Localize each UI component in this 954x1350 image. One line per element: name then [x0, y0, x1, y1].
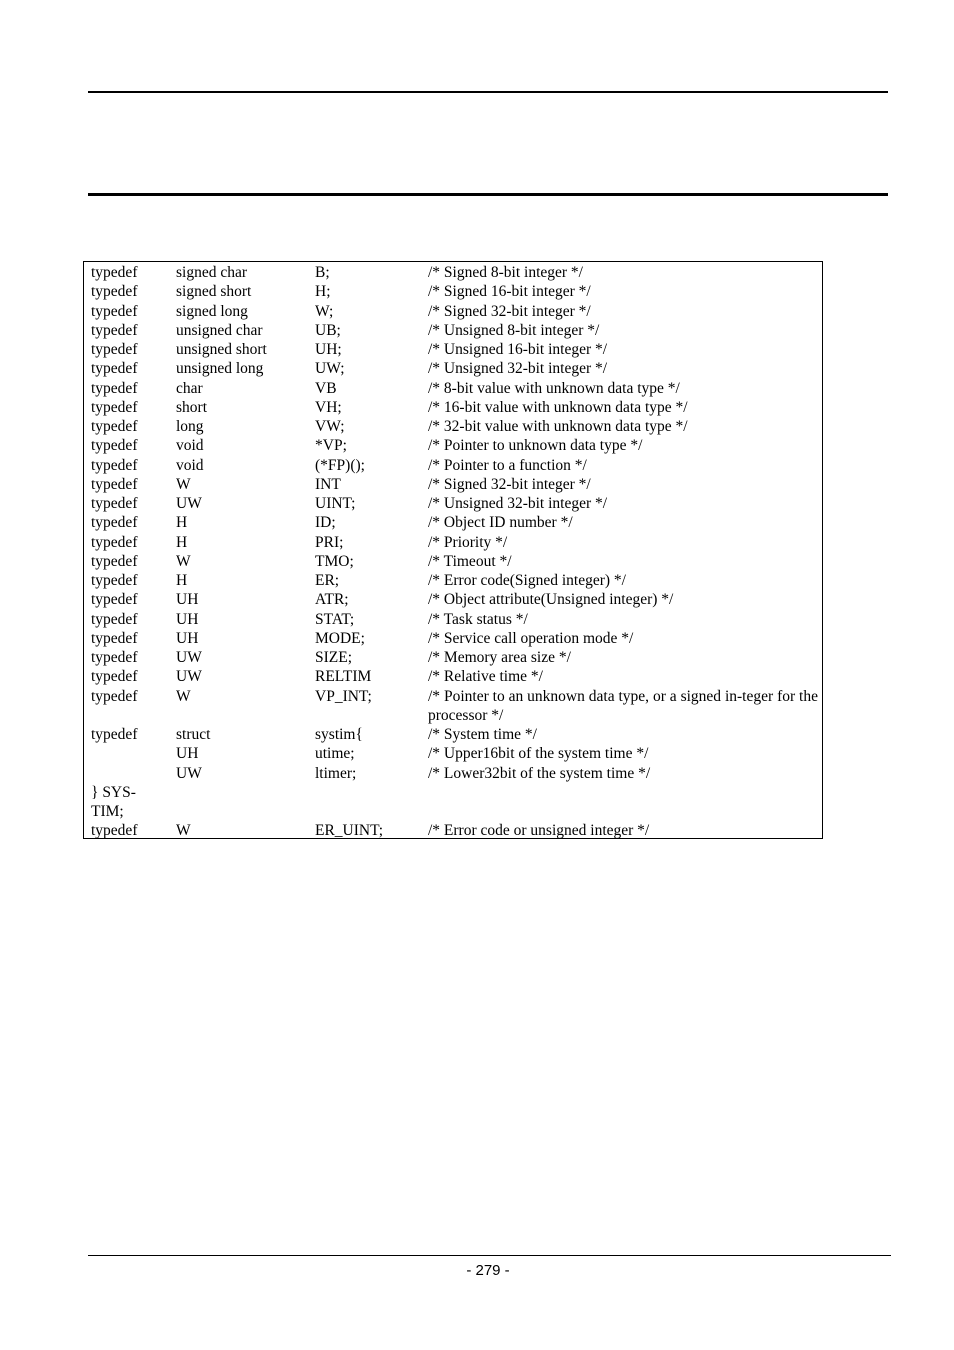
keyword-cell: typedef	[91, 303, 138, 320]
alias-cell: UB;	[315, 322, 341, 339]
keyword-cell: typedef	[91, 572, 138, 589]
base-type-cell: W	[176, 688, 191, 705]
comment-cell: /* System time */	[428, 726, 537, 743]
typedef-row	[84, 456, 822, 475]
alias-cell: *VP;	[315, 437, 347, 454]
base-type-cell: H	[176, 514, 188, 531]
footer-rule	[88, 1255, 891, 1256]
base-type-cell: H	[176, 534, 188, 551]
alias-cell: utime;	[315, 745, 355, 762]
alias-cell: UH;	[315, 341, 342, 358]
typedef-row	[84, 552, 822, 571]
typedef-row	[84, 571, 822, 590]
base-type-cell: W	[176, 553, 191, 570]
comment-cell: /* 16-bit value with unknown data type */	[428, 399, 688, 416]
base-type-cell: UW	[176, 668, 202, 685]
struct-close-row	[84, 783, 822, 821]
comment-cell: /* Signed 32-bit integer */	[428, 303, 591, 320]
base-type-cell: struct	[176, 726, 211, 743]
base-type-cell: UH	[176, 745, 199, 762]
typedef-row	[84, 398, 822, 417]
alias-cell: TMO;	[315, 553, 354, 570]
alias-cell: INT	[315, 476, 341, 493]
base-type-cell: void	[176, 457, 204, 474]
typedef-row	[84, 282, 822, 301]
typedef-row	[84, 648, 822, 667]
alias-cell: systim{	[315, 726, 363, 743]
comment-cell: /* Unsigned 16-bit integer */	[428, 341, 608, 358]
alias-cell: W;	[315, 303, 334, 320]
comment-cell: /* Unsigned 8-bit integer */	[428, 322, 600, 339]
alias-cell: PRI;	[315, 534, 344, 551]
keyword-cell: typedef	[91, 726, 138, 743]
base-type-cell: signed long	[176, 303, 248, 320]
keyword-cell: typedef	[91, 322, 138, 339]
base-type-cell: UH	[176, 630, 199, 647]
typedef-row	[84, 667, 822, 686]
keyword-cell: typedef	[91, 341, 138, 358]
base-type-cell: UH	[176, 591, 199, 608]
alias-cell: RELTIM	[315, 668, 372, 685]
typedef-row	[84, 513, 822, 532]
comment-cell: /* Relative time */	[428, 668, 543, 685]
typedef-row	[84, 340, 822, 359]
alias-cell: STAT;	[315, 611, 355, 628]
struct-member-row	[84, 744, 822, 763]
keyword-cell: typedef	[91, 457, 138, 474]
base-type-cell: UW	[176, 649, 202, 666]
struct-close-cell: } SYS-TIM;	[91, 784, 136, 820]
keyword-cell: typedef	[91, 534, 138, 551]
base-type-cell: signed short	[176, 283, 252, 300]
alias-cell: VW;	[315, 418, 345, 435]
header-rule-bottom	[88, 193, 888, 196]
keyword-cell: typedef	[91, 399, 138, 416]
base-type-cell: char	[176, 380, 203, 397]
comment-cell: /* Priority */	[428, 534, 508, 551]
alias-cell: ER_UINT;	[315, 822, 384, 839]
typedef-row	[84, 590, 822, 609]
keyword-cell: typedef	[91, 264, 138, 281]
typedef-row	[84, 436, 822, 455]
typedef-row	[84, 475, 822, 494]
alias-cell: H;	[315, 283, 331, 300]
alias-cell: ltimer;	[315, 765, 357, 782]
alias-cell: UINT;	[315, 495, 356, 512]
alias-cell: ER;	[315, 572, 340, 589]
base-type-cell: UH	[176, 611, 199, 628]
typedef-row	[84, 610, 822, 629]
base-type-cell: unsigned long	[176, 360, 264, 377]
keyword-cell: typedef	[91, 437, 138, 454]
base-type-cell: UW	[176, 765, 202, 782]
typedef-row	[84, 629, 822, 648]
typedef-row	[84, 379, 822, 398]
base-type-cell: unsigned short	[176, 341, 267, 358]
keyword-cell: typedef	[91, 668, 138, 685]
base-type-cell: W	[176, 822, 191, 839]
comment-cell: /* Object attribute(Unsigned integer) */	[428, 591, 674, 608]
base-type-cell: signed char	[176, 264, 248, 281]
alias-cell: SIZE;	[315, 649, 353, 666]
comment-cell: /* Unsigned 32-bit integer */	[428, 360, 608, 377]
typedef-listing-box	[83, 261, 823, 839]
alias-cell: VH;	[315, 399, 342, 416]
typedef-row	[84, 494, 822, 513]
keyword-cell: typedef	[91, 360, 138, 377]
typedef-row	[84, 321, 822, 340]
alias-cell: B;	[315, 264, 330, 281]
comment-cell: /* Upper16bit of the system time */	[428, 745, 649, 762]
base-type-cell: H	[176, 572, 188, 589]
alias-cell: ID;	[315, 514, 336, 531]
comment-cell: /* 32-bit value with unknown data type */	[428, 418, 688, 435]
keyword-cell: typedef	[91, 630, 138, 647]
keyword-cell: typedef	[91, 822, 138, 839]
comment-cell: /* Object ID number */	[428, 514, 573, 531]
typedef-row	[84, 359, 822, 378]
keyword-cell: typedef	[91, 495, 138, 512]
keyword-cell: typedef	[91, 553, 138, 570]
base-type-cell: long	[176, 418, 204, 435]
comment-cell: /* Pointer to a function */	[428, 457, 587, 474]
alias-cell: ATR;	[315, 591, 349, 608]
base-type-cell: short	[176, 399, 207, 416]
keyword-cell: typedef	[91, 514, 138, 531]
header-rule-top	[88, 91, 888, 93]
keyword-cell: typedef	[91, 418, 138, 435]
typedef-row	[84, 417, 822, 436]
typedef-row	[84, 687, 822, 725]
keyword-cell: typedef	[91, 380, 138, 397]
comment-cell: /* Signed 32-bit integer */	[428, 476, 591, 493]
comment-cell: /* Error code(Signed integer) */	[428, 572, 626, 589]
comment-cell: /* Pointer to an unknown data type, or a signed in-teger for the processor */	[428, 688, 818, 724]
alias-cell: UW;	[315, 360, 345, 377]
base-type-cell: void	[176, 437, 204, 454]
keyword-cell: typedef	[91, 611, 138, 628]
comment-cell: /* Timeout */	[428, 553, 512, 570]
alias-cell: VB	[315, 380, 337, 397]
comment-cell: /* Memory area size */	[428, 649, 571, 666]
comment-cell: /* Pointer to unknown data type */	[428, 437, 643, 454]
struct-member-row	[84, 764, 822, 783]
comment-cell: /* Signed 8-bit integer */	[428, 264, 583, 281]
keyword-cell: typedef	[91, 688, 138, 705]
comment-cell: /* Task status */	[428, 611, 528, 628]
keyword-cell: typedef	[91, 476, 138, 493]
comment-cell: /* Lower32bit of the system time */	[428, 765, 651, 782]
comment-cell: /* Unsigned 32-bit integer */	[428, 495, 608, 512]
keyword-cell: typedef	[91, 649, 138, 666]
comment-cell: /* Signed 16-bit integer */	[428, 283, 591, 300]
alias-cell: (*FP)();	[315, 457, 365, 474]
comment-cell: /* Error code or unsigned integer */	[428, 822, 650, 839]
typedef-row	[84, 302, 822, 321]
base-type-cell: UW	[176, 495, 202, 512]
comment-cell: /* 8-bit value with unknown data type */	[428, 380, 680, 397]
typedef-row	[84, 821, 822, 840]
base-type-cell: W	[176, 476, 191, 493]
keyword-cell: typedef	[91, 591, 138, 608]
keyword-cell: typedef	[91, 283, 138, 300]
typedef-row	[84, 725, 822, 744]
base-type-cell: unsigned char	[176, 322, 263, 339]
typedef-row	[84, 263, 822, 282]
typedef-row	[84, 533, 822, 552]
comment-cell: /* Service call operation mode */	[428, 630, 634, 647]
alias-cell: MODE;	[315, 630, 365, 647]
page-number: - 279 -	[466, 1262, 510, 1279]
alias-cell: VP_INT;	[315, 688, 372, 705]
